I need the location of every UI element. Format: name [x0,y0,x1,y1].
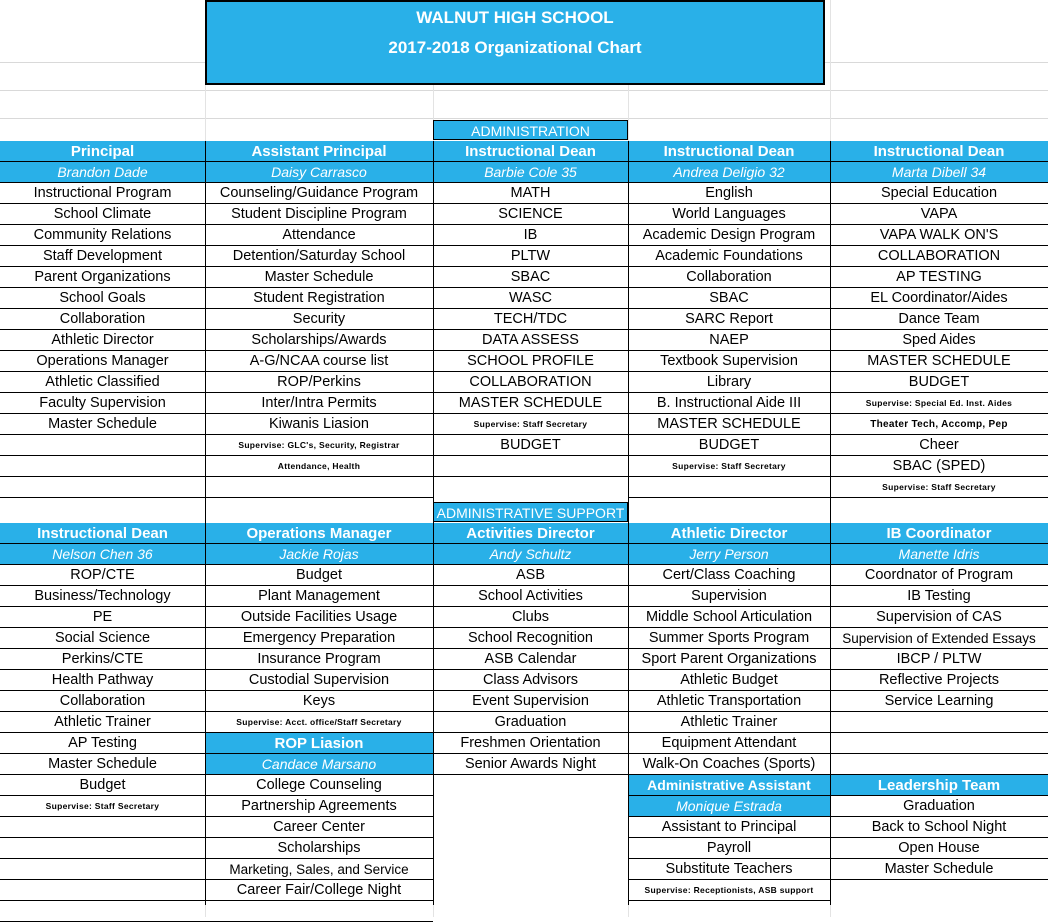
duty-item: Open House [830,838,1048,859]
duty-item: Athletic Classified [0,372,205,393]
duty-item: Inter/Intra Permits [205,393,433,414]
duty-item: Keys [205,691,433,712]
duty-item: Parent Organizations [0,267,205,288]
duty-item: AP TESTING [830,267,1048,288]
role-header: ROP Liasion [205,733,433,754]
duty-item: Instructional Program [0,183,205,204]
duty-item: Service Learning [830,691,1048,712]
duty-item: PE [0,607,205,628]
duty-item: Social Science [0,628,205,649]
empty-cell [0,456,205,477]
role-header: Instructional Dean [830,141,1048,162]
duty-item: ROP/Perkins [205,372,433,393]
duty-item: Master Schedule [205,267,433,288]
duty-item: SCHOOL PROFILE [433,351,628,372]
duty-item: MASTER SCHEDULE [628,414,830,435]
duty-item: VAPA [830,204,1048,225]
role-header: Athletic Director [628,523,830,544]
duty-item: Athletic Director [0,330,205,351]
person-name: Marta Dibell 34 [830,162,1048,183]
supervise-note: Supervise: GLC's, Security, Registrar [205,435,433,456]
duty-item: Supervision of CAS [830,607,1048,628]
duty-item: Perkins/CTE [0,649,205,670]
duty-item: MATH [433,183,628,204]
duty-item: Athletic Budget [628,670,830,691]
duty-item: PLTW [433,246,628,267]
duty-item: Plant Management [205,586,433,607]
duty-item: Collaboration [628,267,830,288]
duty-item: Back to School Night [830,817,1048,838]
role-header: Leadership Team [830,775,1048,796]
duty-item: College Counseling [205,775,433,796]
duty-item: ASB [433,565,628,586]
duty-item: SBAC [628,288,830,309]
duty-item: B. Instructional Aide III [628,393,830,414]
empty-cell [830,754,1048,775]
empty-cell [0,435,205,456]
duty-item: Summer Sports Program [628,628,830,649]
empty-cell [0,859,205,880]
empty-cell [830,733,1048,754]
duty-item: Staff Development [0,246,205,267]
duty-item: Master Schedule [0,754,205,775]
duty-item: Cert/Class Coaching [628,565,830,586]
duty-item: Custodial Supervision [205,670,433,691]
duty-item: School Recognition [433,628,628,649]
supervise-note: Attendance, Health [205,456,433,477]
duty-item: School Activities [433,586,628,607]
supervise-note: Supervise: Staff Secretary [830,477,1048,498]
duty-item: Master Schedule [830,859,1048,880]
duty-item: Academic Design Program [628,225,830,246]
role-header: IB Coordinator [830,523,1048,544]
duty-item: Academic Foundations [628,246,830,267]
duty-item: Substitute Teachers [628,859,830,880]
duty-item: BUDGET [830,372,1048,393]
person-name: Andrea Deligio 32 [628,162,830,183]
duty-item: AP Testing [0,733,205,754]
duty-item: Budget [0,775,205,796]
duty-item: Supervision of Extended Essays [830,628,1048,649]
empty-cell [830,712,1048,733]
duty-item: A-G/NCAA course list [205,351,433,372]
duty-item: Senior Awards Night [433,754,628,775]
duty-item: Equipment Attendant [628,733,830,754]
duty-item: Insurance Program [205,649,433,670]
duty-item: Supervision [628,586,830,607]
duty-item: Special Education [830,183,1048,204]
duty-item: Event Supervision [433,691,628,712]
duty-item: Graduation [433,712,628,733]
duty-item: Attendance [205,225,433,246]
duty-item: EL Coordinator/Aides [830,288,1048,309]
duty-item: BUDGET [433,435,628,456]
duty-item: Athletic Trainer [0,712,205,733]
role-header: Instructional Dean [628,141,830,162]
duty-item: Class Advisors [433,670,628,691]
person-name: Barbie Cole 35 [433,162,628,183]
duty-item: Library [628,372,830,393]
duty-item: Reflective Projects [830,670,1048,691]
empty-cell [0,838,205,859]
empty-cell [0,901,205,922]
duty-item: Theater Tech, Accomp, Pep [830,414,1048,435]
school-title: WALNUT HIGH SCHOOL [416,8,614,27]
empty-cell [0,477,205,498]
chart-title-box [205,0,825,85]
duty-item: Scholarships [205,838,433,859]
duty-item: Collaboration [0,691,205,712]
duty-item: Assistant to Principal [628,817,830,838]
duty-item: Outside Facilities Usage [205,607,433,628]
duty-item: Master Schedule [0,414,205,435]
duty-item: World Languages [628,204,830,225]
duty-item: School Climate [0,204,205,225]
role-header: Assistant Principal [205,141,433,162]
empty-cell [205,901,433,922]
duty-item: Operations Manager [0,351,205,372]
duty-item: Business/Technology [0,586,205,607]
duty-item: ASB Calendar [433,649,628,670]
supervise-note: Supervise: Receptionists, ASB support [628,880,830,901]
person-name: Jerry Person [628,544,830,565]
duty-item: WASC [433,288,628,309]
supervise-note: Supervise: Acct. office/Staff Secretary [205,712,433,733]
duty-item: COLLABORATION [433,372,628,393]
duty-item: Collaboration [0,309,205,330]
duty-item: NAEP [628,330,830,351]
duty-item: Sped Aides [830,330,1048,351]
duty-item: TECH/TDC [433,309,628,330]
empty-cell [0,880,205,901]
duty-item: Clubs [433,607,628,628]
empty-cell [0,817,205,838]
duty-item: BUDGET [628,435,830,456]
duty-item: Coordnator of Program [830,565,1048,586]
person-name: Andy Schultz [433,544,628,565]
duty-item: Middle School Articulation [628,607,830,628]
duty-item: Budget [205,565,433,586]
chart-subtitle: 2017-2018 Organizational Chart [388,38,642,57]
role-header: Instructional Dean [0,523,205,544]
duty-item: Faculty Supervision [0,393,205,414]
duty-item: Emergency Preparation [205,628,433,649]
duty-item: Textbook Supervision [628,351,830,372]
duty-item: Scholarships/Awards [205,330,433,351]
empty-cell [433,456,628,477]
duty-item: Kiwanis Liasion [205,414,433,435]
duty-item: MASTER SCHEDULE [830,351,1048,372]
person-name: Brandon Dade [0,162,205,183]
duty-item: VAPA WALK ON'S [830,225,1048,246]
role-header: Operations Manager [205,523,433,544]
role-header: Principal [0,141,205,162]
duty-item: MASTER SCHEDULE [433,393,628,414]
duty-item: Athletic Transportation [628,691,830,712]
person-name: Candace Marsano [205,754,433,775]
role-header: Activities Director [433,523,628,544]
person-name: Manette Idris [830,544,1048,565]
duty-item: Counseling/Guidance Program [205,183,433,204]
empty-cell [205,477,433,498]
empty-cell [628,477,830,498]
duty-item: IB [433,225,628,246]
duty-item: Marketing, Sales, and Service [205,859,433,880]
person-name: Nelson Chen 36 [0,544,205,565]
duty-item: Athletic Trainer [628,712,830,733]
duty-item: Career Fair/College Night [205,880,433,901]
duty-item: Health Pathway [0,670,205,691]
supervise-note: Supervise: Staff Secretary [0,796,205,817]
duty-item: SBAC [433,267,628,288]
duty-item: Security [205,309,433,330]
duty-item: Freshmen Orientation [433,733,628,754]
duty-item: Dance Team [830,309,1048,330]
duty-item: Career Center [205,817,433,838]
duty-item: Detention/Saturday School [205,246,433,267]
duty-item: Payroll [628,838,830,859]
duty-item: English [628,183,830,204]
duty-item: Partnership Agreements [205,796,433,817]
supervise-note: Supervise: Special Ed. Inst. Aides [830,393,1048,414]
duty-item: COLLABORATION [830,246,1048,267]
duty-item: Student Registration [205,288,433,309]
person-name: Jackie Rojas [205,544,433,565]
duty-item: ROP/CTE [0,565,205,586]
person-name: Monique Estrada [628,796,830,817]
duty-item: IBCP / PLTW [830,649,1048,670]
duty-item: SARC Report [628,309,830,330]
duty-item: Walk-On Coaches (Sports) [628,754,830,775]
supervise-note: Supervise: Staff Secretary [628,456,830,477]
duty-item: SBAC (SPED) [830,456,1048,477]
duty-item: School Goals [0,288,205,309]
person-name: Daisy Carrasco [205,162,433,183]
duty-item: IB Testing [830,586,1048,607]
duty-item: Student Discipline Program [205,204,433,225]
duty-item: Community Relations [0,225,205,246]
administrative-support-banner: ADMINISTRATIVE SUPPORT [433,502,628,522]
duty-item: Cheer [830,435,1048,456]
duty-item: Sport Parent Organizations [628,649,830,670]
supervise-note: Supervise: Staff Secretary [433,414,628,435]
administration-banner: ADMINISTRATION [433,120,628,140]
duty-item: Graduation [830,796,1048,817]
duty-item: DATA ASSESS [433,330,628,351]
duty-item: SCIENCE [433,204,628,225]
role-header: Instructional Dean [433,141,628,162]
role-header: Administrative Assistant [628,775,830,796]
